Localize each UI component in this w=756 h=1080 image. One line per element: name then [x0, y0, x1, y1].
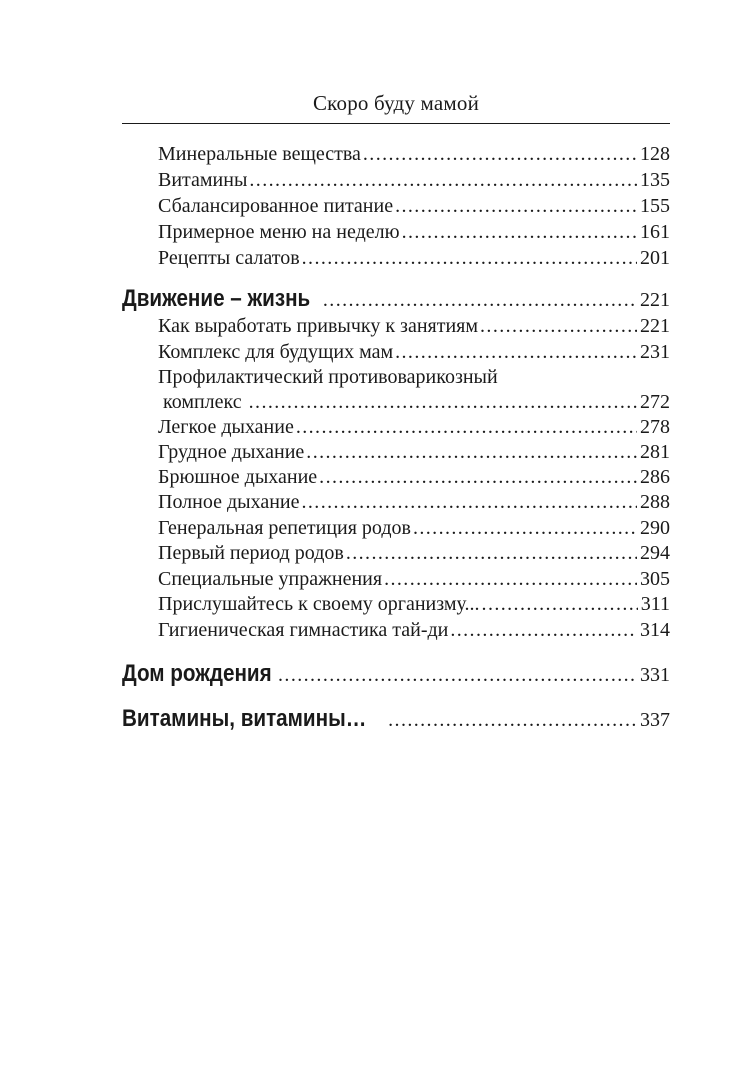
toc-entry-page: 231	[640, 341, 670, 363]
toc-entry-page: 288	[640, 491, 670, 513]
toc-entry-title: Рецепты салатов	[158, 247, 300, 269]
toc-entry[interactable]	[158, 142, 670, 167]
toc-entry-page: 311	[640, 593, 670, 615]
toc-entry-title: Брюшное дыхание	[158, 466, 318, 488]
toc-entry-title: Грудное дыхание	[158, 441, 305, 463]
toc-entry-page: 161	[640, 221, 670, 243]
toc-chapter-entry[interactable]	[122, 284, 670, 315]
toc-entry-page: 314	[640, 619, 670, 641]
toc-entry-page: 305	[640, 568, 670, 590]
toc-entry-page: 281	[640, 441, 670, 463]
dot-leader	[296, 415, 637, 440]
toc-entry-title: Прислушайтесь к своему организму...	[158, 593, 480, 615]
toc-entry-title: Легкое дыхание	[158, 416, 294, 438]
toc-entry[interactable]	[158, 440, 670, 465]
dot-leader	[384, 567, 637, 592]
dot-leader	[450, 618, 637, 643]
toc-entry[interactable]	[158, 415, 670, 440]
toc-entry[interactable]	[158, 314, 670, 339]
toc-entry-title: Витамины	[158, 169, 248, 191]
toc-entry[interactable]	[158, 567, 670, 592]
toc-entry[interactable]	[158, 465, 670, 490]
dot-leader	[480, 314, 637, 339]
toc-entry-title-line2: комплекс	[158, 391, 247, 413]
toc-entry-page: 201	[640, 247, 670, 269]
dot-leader	[323, 285, 637, 315]
dot-leader	[302, 490, 638, 515]
toc-entry[interactable]	[158, 516, 670, 541]
dot-leader	[319, 465, 637, 490]
dot-leader	[346, 541, 637, 566]
toc-entry[interactable]	[158, 390, 670, 415]
toc-chapter-entry[interactable]	[122, 704, 670, 735]
toc-chapter-page: 221	[640, 289, 670, 311]
dot-leader	[363, 142, 637, 167]
dot-leader	[249, 168, 637, 193]
dot-leader	[278, 660, 637, 690]
toc-entry-page: 294	[640, 542, 670, 564]
toc-chapter-page: 331	[640, 664, 670, 686]
toc-chapter-title: Движение – жизнь	[122, 285, 311, 312]
toc-entry[interactable]	[158, 220, 670, 245]
toc-chapter-title: Витамины, витамины…	[122, 705, 367, 732]
toc-entry-title: Сбалансированное питание	[158, 195, 394, 217]
toc-entry-title-line1: Профилактический противоварикозный	[158, 366, 498, 388]
toc-entry-page: 290	[640, 517, 670, 539]
dot-leader	[413, 516, 637, 541]
toc-chapter-page: 337	[640, 709, 670, 731]
dot-leader	[482, 592, 638, 617]
toc-entry-title: Генеральная репетиция родов	[158, 517, 411, 539]
dot-leader	[302, 246, 637, 271]
running-head-title: Скоро буду мамой	[312, 91, 480, 115]
dot-leader	[388, 705, 637, 735]
toc-entry[interactable]	[158, 618, 670, 643]
toc-entry-title: Как выработать привычку к занятиям	[158, 315, 479, 337]
toc-entry-page: 128	[640, 143, 670, 165]
toc-entry-title: Гигиеническая гимнастика тай-ди	[158, 619, 449, 641]
dot-leader	[306, 440, 637, 465]
toc-entry[interactable]	[158, 194, 670, 219]
toc-chapter-title: Дом рождения	[122, 660, 272, 687]
toc-entry[interactable]	[158, 592, 670, 617]
toc-entry[interactable]	[158, 541, 670, 566]
toc-entry-page: 272	[640, 391, 670, 413]
toc-entry-page: 221	[640, 315, 670, 337]
header-rule	[122, 123, 670, 124]
toc-entry[interactable]	[158, 490, 670, 515]
toc-entry-page: 155	[640, 195, 670, 217]
toc-entry-page: 135	[640, 169, 670, 191]
toc-entry[interactable]	[158, 246, 670, 271]
toc-entry-title: Первый период родов	[158, 542, 344, 564]
dot-leader	[395, 340, 637, 365]
toc-entry-title: Комплекс для будущих мам	[158, 341, 394, 363]
toc-entry[interactable]	[158, 168, 670, 193]
toc-entry-title: Полное дыхание	[158, 491, 300, 513]
toc-entry[interactable]	[158, 340, 670, 365]
toc-entry-title: Примерное меню на неделю	[158, 221, 400, 243]
toc-entry-page: 278	[640, 416, 670, 438]
dot-leader	[402, 220, 637, 245]
toc-entry-title: Специальные упражнения	[158, 568, 383, 590]
dot-leader	[395, 194, 637, 219]
toc-entry-title: Минеральные вещества	[158, 143, 361, 165]
dot-leader	[249, 390, 637, 415]
toc-entry-page: 286	[640, 466, 670, 488]
toc-chapter-entry[interactable]	[122, 659, 670, 690]
